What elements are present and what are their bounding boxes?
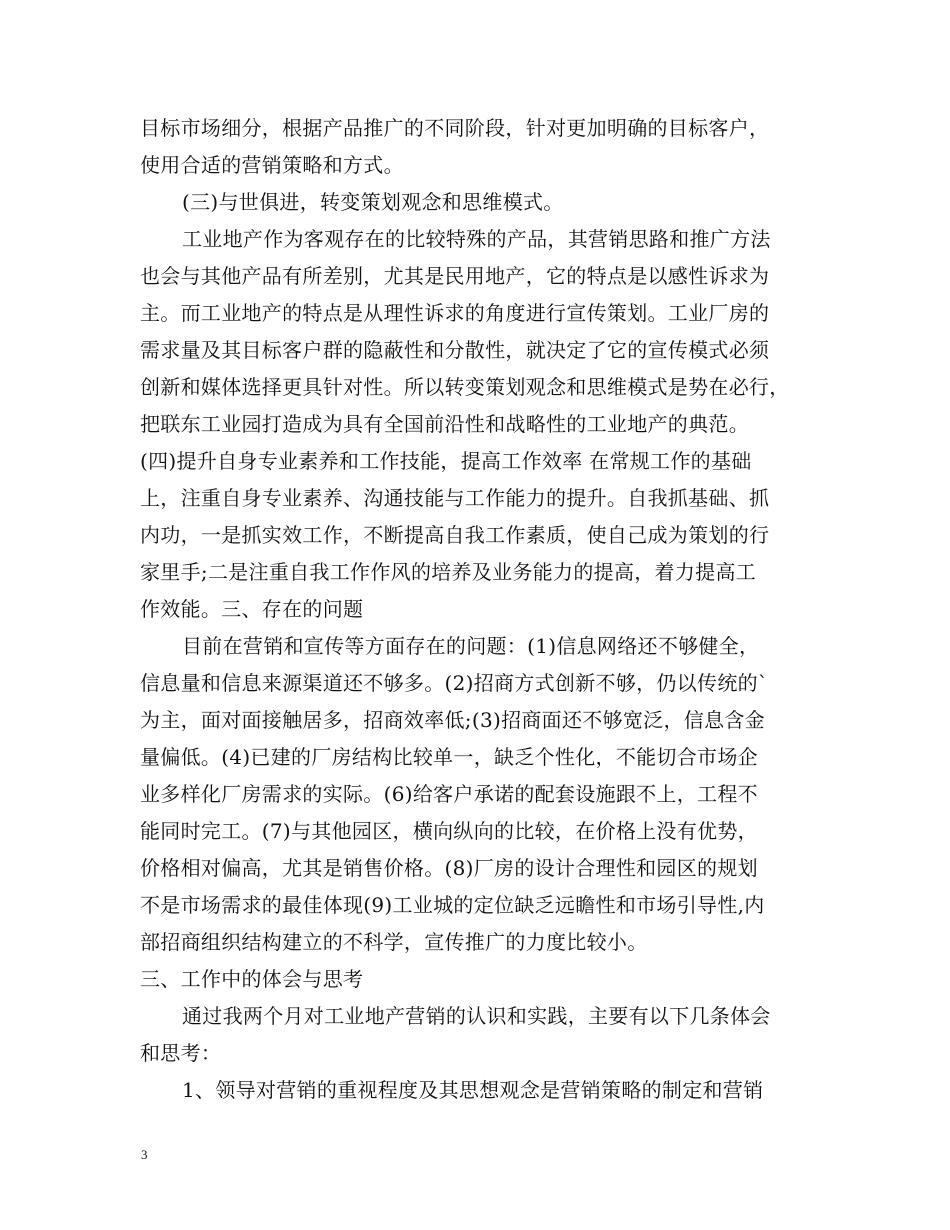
text-line: 和思考：: [140, 1041, 222, 1065]
text-line: 内功，一是抓实效工作，不断提高自我工作素质，使自己成为策划的行: [140, 523, 770, 547]
text-line: 不是市场需求的最佳体现(9)工业城的定位缺乏远瞻性和市场引导性,内: [140, 893, 765, 917]
text-line: 作效能。三、存在的问题: [140, 597, 364, 621]
text-line: 价格相对偏高，尤其是销售价格。(8)厂房的设计合理性和园区的规划: [140, 856, 758, 880]
text-line: 主。而工业地产的特点是从理性诉求的角度进行宣传策划。工业厂房的: [140, 301, 770, 325]
text-line: 把联东工业园打造成为具有全国前沿性和战略性的工业地产的典范。: [140, 412, 749, 436]
text-line: 创新和媒体选择更具针对性。所以转变策划观念和思维模式是势在必行，: [140, 375, 790, 399]
text-line: 三、工作中的体会与思考: [140, 967, 364, 991]
text-line: 部招商组织结构建立的不科学，宣传推广的力度比较小。: [140, 930, 648, 954]
text-line: 目标市场细分，根据产品推广的不同阶段，针对更加明确的目标客户，: [140, 116, 770, 140]
text-line: 工业地产作为客观存在的比较特殊的产品，其营销思路和推广方法: [182, 227, 771, 251]
text-line: 信息量和信息来源渠道还不够多。(2)招商方式创新不够，仍以传统的`: [140, 671, 769, 695]
text-line: 能同时完工。(7)与其他园区，横向纵向的比较，在价格上没有优势，: [140, 819, 758, 843]
text-line: 需求量及其目标客户群的隐蔽性和分散性，就决定了它的宣传模式必须: [140, 338, 770, 362]
text-line: 量偏低。(4)已建的厂房结构比较单一，缺乏个性化，不能切合市场企: [140, 745, 758, 769]
text-line: 通过我两个月对工业地产营销的认识和实践，主要有以下几条体会: [182, 1004, 771, 1028]
text-line: 为主，面对面接触居多，招商效率低;(3)招商面还不够宽泛，信息含金: [140, 708, 765, 732]
text-line: 上，注重自身专业素养、沟通技能与工作能力的提升。自我抓基础、抓: [140, 486, 770, 510]
text-line: 也会与其他产品有所差别，尤其是民用地产，它的特点是以感性诉求为: [140, 264, 770, 288]
text-line: 使用合适的营销策略和方式。: [140, 153, 404, 177]
text-line: 业多样化厂房需求的实际。(6)给客户承诺的配套设施跟不上，工程不: [140, 782, 758, 806]
text-line: 1、领导对营销的重视程度及其思想观念是营销策略的制定和营销: [182, 1078, 764, 1102]
text-line: 家里手;二是注重自我工作作风的培养及业务能力的提高，着力提高工: [140, 560, 757, 584]
text-line: (三)与世俱进，转变策划观念和思维模式。: [182, 190, 564, 214]
body-text: [140, 110, 815, 1109]
text-line: 目前在营销和宣传等方面存在的问题：(1)信息网络还不够健全，: [182, 634, 760, 658]
text-line: (四)提升自身专业素养和工作技能，提高工作效率 在常规工作的基础: [140, 449, 752, 473]
page-number: 3: [141, 1147, 148, 1162]
